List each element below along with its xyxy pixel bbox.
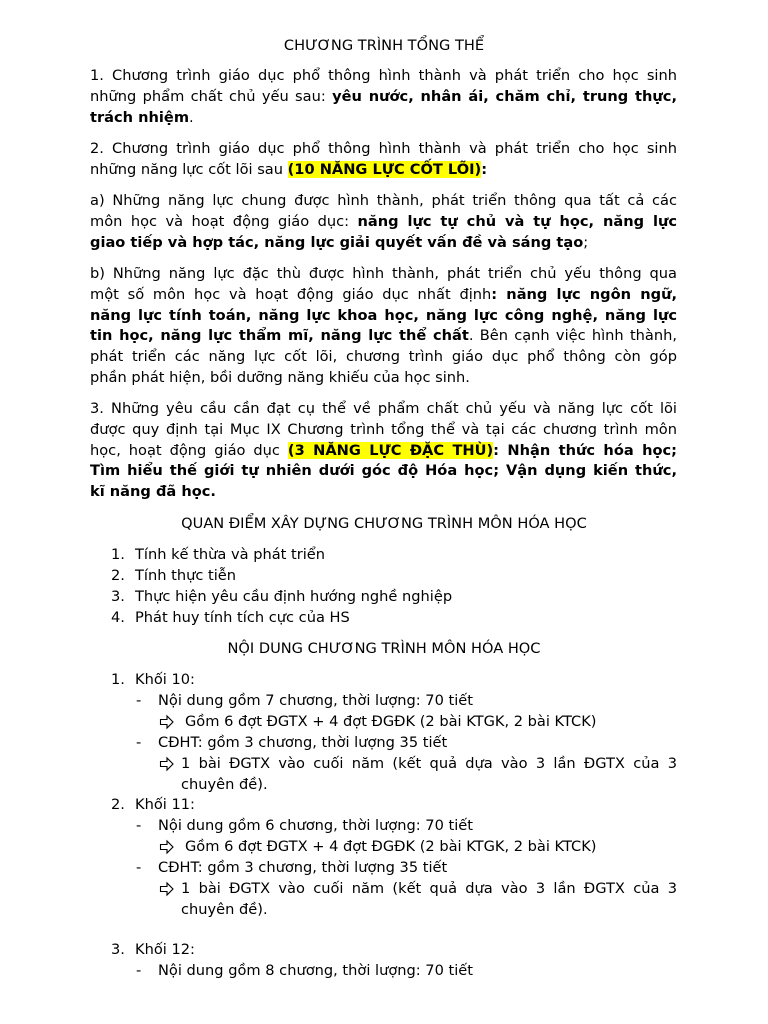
paragraph-qualities: [90, 66, 677, 128]
specific-competency-list: : năng lực ngôn ngữ,: [491, 285, 677, 303]
paragraph-line: được quy định tại Mục IX Chương trình tổng thể và tại các chương trình môn: [90, 420, 677, 438]
list-number: 3.: [111, 588, 125, 605]
paragraph-general-competencies: [90, 191, 677, 253]
paragraph-line: Tìm hiểu thế giới tự nhiên dưới góc độ Hóa học; Vận dụng kiến thức,: [90, 462, 677, 480]
paragraph-requirements: [90, 399, 677, 503]
list-item-text: Thực hiện yêu cầu định hướng nghề nghiệp: [135, 588, 453, 605]
list-item-text: Tính thực tiễn: [135, 567, 236, 584]
title-chemistry-viewpoints: QUAN ĐIỂM XÂY DỰNG CHƯƠNG TRÌNH MÔN HÓA HỌC: [181, 515, 587, 532]
topic-sub-item: [181, 879, 677, 921]
paragraph-line: 2. Chương trình giáo dục phổ thông hình thành và phát triển cho học sinh: [90, 140, 677, 157]
dash-bullet: -: [136, 962, 142, 979]
grade-heading: Khối 10:: [135, 671, 195, 688]
topic-item: CĐHT: gồm 3 chương, thời lượng 35 tiết: [158, 734, 448, 751]
qualities-list: yêu nước, nhân ái, chăm chỉ, trung thực,: [332, 87, 677, 105]
topic-item: CĐHT: gồm 3 chương, thời lượng 35 tiết: [158, 859, 448, 876]
paragraph-line: [90, 233, 677, 254]
paragraph-line: [90, 212, 677, 233]
text-run: :: [481, 160, 488, 178]
text-run: học, hoạt động giáo dục: [90, 441, 288, 459]
paragraph-competencies: [90, 139, 677, 181]
list-number: 2.: [111, 796, 125, 813]
list-number: 1.: [111, 546, 125, 563]
paragraph-line: [90, 285, 677, 306]
paragraph-line: b) Những năng lực đặc thù được hình thành, phát triển chủ yếu thông qua: [90, 265, 677, 282]
paragraph-line: [90, 108, 677, 129]
list-item: [111, 545, 125, 566]
text-run: một số môn học và hoạt động giáo dục nhất định: [90, 285, 492, 303]
paragraph-line: chuyên đề).: [181, 900, 268, 918]
arrow-bullet-icon: [159, 879, 175, 906]
text-run: môn học và hoạt động giáo dục:: [90, 212, 358, 230]
text-run: . Bên cạnh việc hình thành,: [468, 327, 677, 345]
paragraph-line: 3. Những yêu cầu cần đạt cụ thể về phẩm chất chủ yếu và năng lực cốt lõi: [90, 400, 677, 417]
text-run: ;: [583, 233, 589, 251]
paragraph-line: chuyên đề).: [181, 775, 268, 793]
text-run: .: [189, 108, 194, 126]
list-item: [111, 608, 125, 629]
list-number: 4.: [111, 609, 125, 626]
list-number: 3.: [111, 941, 125, 958]
paragraph-line: a) Những năng lực chung được hình thành, phát triển thông qua tất cả các: [90, 192, 677, 209]
list-item-text: Phát huy tính tích cực của HS: [135, 609, 350, 626]
paragraph-line: 1 bài ĐGTX vào cuối năm (kết quả dựa vào 3 lần ĐGTX của 3: [181, 755, 677, 772]
dash-bullet: -: [136, 692, 142, 709]
paragraph-specific-competencies: [90, 264, 677, 389]
specific-competency-list-end: tin học, năng lực thẩm mĩ, năng lực thể chất: [90, 327, 469, 345]
paragraph-line: năng lực tính toán, năng lực khoa học, năng lực công nghệ, năng lực: [90, 306, 677, 324]
chemistry-competency-list: : Nhận thức hóa học;: [493, 441, 677, 459]
paragraph-line: [90, 326, 677, 347]
list-item-text: Tính kế thừa và phát triển: [135, 546, 326, 563]
list-item: [111, 587, 125, 608]
content-item: Nội dung gồm 6 chương, thời lượng: 70 tiết: [158, 817, 473, 834]
dash-bullet: -: [136, 734, 142, 751]
content-item: Nội dung gồm 8 chương, thời lượng: 70 tiết: [158, 962, 473, 979]
dash-bullet: -: [136, 817, 142, 834]
content-item: Nội dung gồm 7 chương, thời lượng: 70 tiết: [158, 692, 473, 709]
title-overall-program: CHƯƠNG TRÌNH TỔNG THỂ: [283, 37, 485, 54]
paragraph-line: kĩ năng đã học.: [90, 483, 216, 501]
grade-heading: Khối 12:: [135, 941, 195, 958]
content-sub-item: Gồm 6 đợt ĐGTX + 4 đợt ĐGĐK (2 bài KTGK, 2 bài KTCK): [185, 713, 597, 730]
list-number: 1.: [111, 671, 125, 688]
dash-bullet: -: [136, 859, 142, 876]
highlight-10-competencies: (10 NĂNG LỰC CỐT LÕI): [287, 160, 482, 178]
list-item: [111, 566, 125, 587]
paragraph-line: phần phát hiện, bồi dưỡng năng khiếu của học sinh.: [90, 368, 470, 386]
general-competency-list: năng lực tự chủ và tự học, năng lực: [357, 212, 678, 230]
text-run: những năng lực cốt lõi sau: [90, 160, 288, 178]
paragraph-line: [90, 87, 677, 108]
topic-sub-item: [181, 754, 677, 796]
general-competency-list-end: giao tiếp và hợp tác, năng lực giải quyết vấn đề và sáng tạo: [90, 233, 584, 251]
paragraph-line: [90, 441, 677, 462]
content-sub-item: Gồm 6 đợt ĐGTX + 4 đợt ĐGĐK (2 bài KTGK, 2 bài KTCK): [185, 838, 597, 855]
grade-heading: Khối 11:: [135, 796, 195, 813]
title-chemistry-content: NỘI DUNG CHƯƠNG TRÌNH MÔN HÓA HỌC: [227, 640, 541, 657]
text-run: những phẩm chất chủ yếu sau:: [90, 87, 333, 105]
qualities-list-end: trách nhiệm: [90, 108, 190, 126]
list-number: 2.: [111, 567, 125, 584]
paragraph-line: 1 bài ĐGTX vào cuối năm (kết quả dựa vào 3 lần ĐGTX của 3: [181, 880, 677, 897]
paragraph-line: 1. Chương trình giáo dục phổ thông hình thành và phát triển cho học sinh: [90, 67, 677, 84]
paragraph-line: [90, 160, 677, 181]
arrow-bullet-icon: [159, 754, 175, 781]
paragraph-line: phát triển các năng lực cốt lõi, chương trình giáo dục phổ thông còn góp: [90, 348, 677, 366]
highlight-3-specific-competencies: (3 NĂNG LỰC ĐẶC THÙ): [287, 441, 494, 459]
